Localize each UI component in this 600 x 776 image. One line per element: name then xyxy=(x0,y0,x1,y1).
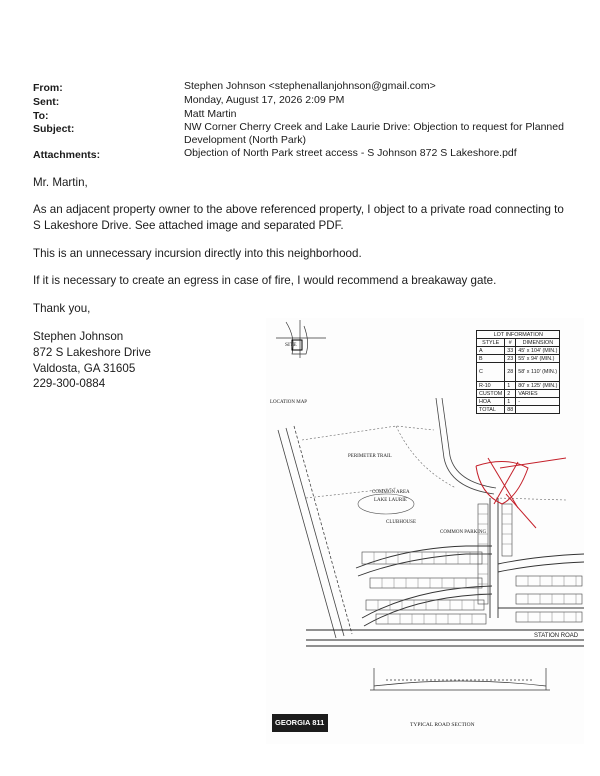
signature-address-1: 872 S Lakeshore Drive xyxy=(33,346,151,359)
lot-table-cell: 2 xyxy=(505,390,516,398)
to-value: Matt Martin xyxy=(184,108,237,120)
subject-line-1: NW Corner Cherry Creek and Lake Laurie Drive: Objection to request for Planned xyxy=(184,121,564,133)
signature-phone: 229-300-0884 xyxy=(33,377,106,390)
lot-table-header: DIMENSION xyxy=(516,339,560,347)
signature-name: Stephen Johnson xyxy=(33,330,124,343)
lot-table-title: LOT INFORMATION xyxy=(477,331,560,339)
station-road-label: STATION ROAD xyxy=(534,633,579,639)
attachments-label: Attachments: xyxy=(33,149,101,161)
lot-table-cell: 1 xyxy=(505,398,516,406)
paragraph-2: This is an unnecessary incursion directly into this neighborhood. xyxy=(33,247,362,260)
table-row xyxy=(477,406,560,414)
lot-table-cell: TOTAL xyxy=(477,406,505,414)
lot-table-cell: 33 xyxy=(505,347,516,355)
lot-table-cell xyxy=(516,406,560,414)
lot-table-cell: B xyxy=(477,355,505,363)
clubhouse-label: CLUBHOUSE xyxy=(386,520,417,525)
sent-label: Sent: xyxy=(33,96,60,108)
lot-table-header: # xyxy=(505,339,516,347)
subject-line-2: Development (North Park) xyxy=(184,134,306,146)
table-row xyxy=(477,363,560,382)
lot-table-cell: 1 xyxy=(505,382,516,390)
paragraph-1-line-2: S Lakeshore Drive. See attached image and separated PDF. xyxy=(33,219,344,232)
table-row xyxy=(477,390,560,398)
lot-information-table xyxy=(476,330,560,414)
table-row xyxy=(477,382,560,390)
lot-table-cell: 55' x 94' (MIN.) xyxy=(516,355,560,363)
lot-table-cell: CUSTOM xyxy=(477,390,505,398)
lot-table-cell: R-10 xyxy=(477,382,505,390)
attachment-link[interactable]: Objection of North Park street access - S Johnson 872 S Lakeshore.pdf xyxy=(184,147,517,159)
typical-road-section-label: TYPICAL ROAD SECTION xyxy=(410,722,475,728)
table-row xyxy=(477,398,560,406)
lot-table-cell: C xyxy=(477,363,505,382)
common-parking-label: COMMON PARKING xyxy=(440,530,487,535)
signature-address-2: Valdosta, GA 31605 xyxy=(33,362,136,375)
lot-table-cell: VARIES xyxy=(516,390,560,398)
lot-table-cell: 58' x 110' (MIN.) xyxy=(516,363,560,382)
lot-table-cell: - xyxy=(516,398,560,406)
paragraph-3: If it is necessary to create an egress in case of fire, I would recommend a breakaway gate. xyxy=(33,274,497,287)
lake-laurie-label: LAKE LAURIE xyxy=(374,498,407,503)
lot-table-cell: 23 xyxy=(505,355,516,363)
lot-table-cell: 28 xyxy=(505,363,516,382)
subject-label: Subject: xyxy=(33,123,75,135)
table-row xyxy=(477,347,560,355)
site-label: SITE xyxy=(285,342,297,348)
from-value: Stephen Johnson <stephenallanjohnson@gmail.com> xyxy=(184,80,436,92)
location-map-label: LOCATION MAP xyxy=(270,400,308,405)
common-area-label: COMMON AREA xyxy=(372,490,410,495)
closing: Thank you, xyxy=(33,302,91,315)
lot-table-cell: 45' x 104' (MIN.) xyxy=(516,347,560,355)
paragraph-1-line-1: As an adjacent property owner to the above referenced property, I object to a private road connecting to xyxy=(33,203,564,216)
greeting: Mr. Martin, xyxy=(33,176,88,189)
sent-value: Monday, August 17, 2026 2:09 PM xyxy=(184,94,345,106)
lot-table-cell: HOA xyxy=(477,398,505,406)
georgia-811-logo: GEORGIA 811 xyxy=(275,718,325,727)
perimeter-trail-label: PERIMETER TRAIL xyxy=(348,454,392,459)
lot-table-cell: A xyxy=(477,347,505,355)
lot-table-header: STYLE xyxy=(477,339,505,347)
lot-table-cell: 88 xyxy=(505,406,516,414)
lot-table-cell: 80' x 125' (MIN.) xyxy=(516,382,560,390)
table-row xyxy=(477,355,560,363)
from-label: From: xyxy=(33,82,63,94)
to-label: To: xyxy=(33,110,49,122)
